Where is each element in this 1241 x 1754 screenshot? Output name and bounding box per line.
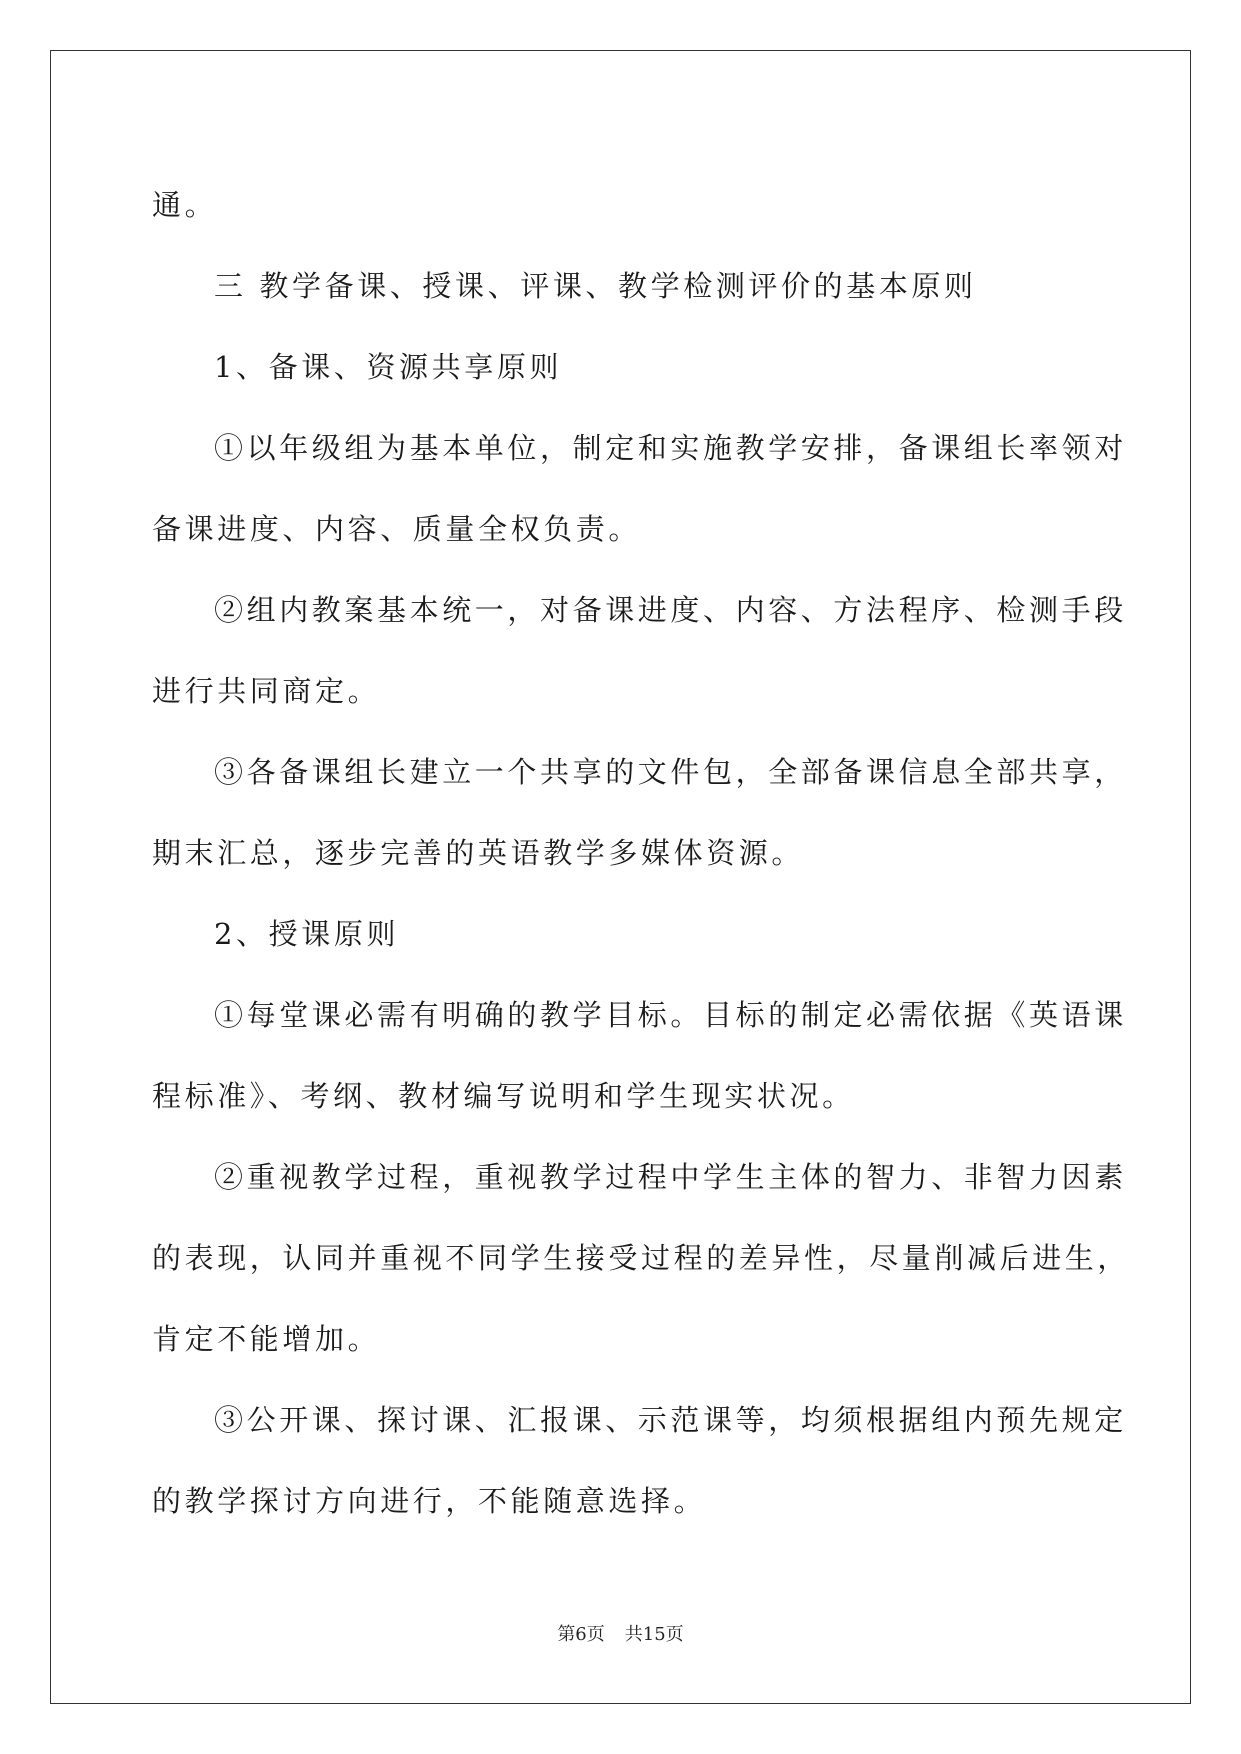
text-line: ②组内教案基本统一，对备课进度、内容、方法程序、检测手段 [214, 593, 1127, 627]
text-line: 的表现，认同并重视不同学生接受过程的差异性，尽量削减后进生， [152, 1241, 1131, 1275]
section-heading: 三 教学备课、授课、评课、教学检测评价的基本原则 [214, 269, 977, 303]
text-line: ③各备课组长建立一个共享的文件包，全部备课信息全部共享， [214, 755, 1127, 789]
subsection-heading: 2、授课原则 [214, 917, 400, 951]
text-line: ①以年级组为基本单位，制定和实施教学安排，备课组长率领对 [214, 431, 1127, 465]
text-line: ②重视教学过程，重视教学过程中学生主体的智力、非智力因素 [214, 1160, 1127, 1194]
page-footer [0, 1620, 1241, 1646]
text-line: 的教学探讨方向进行，不能随意选择。 [152, 1484, 707, 1518]
subsection-heading: 1、备课、资源共享原则 [214, 350, 563, 384]
text-line: 进行共同商定。 [152, 674, 381, 708]
document-body [152, 165, 1131, 1542]
text-line: ③公开课、探讨课、汇报课、示范课等，均须根据组内预先规定 [214, 1403, 1127, 1437]
text-line: 备课进度、内容、质量全权负责。 [152, 512, 642, 546]
total-page-count: 共15页 [624, 1624, 684, 1645]
text-line: 肯定不能增加。 [152, 1322, 381, 1356]
text-line: 期末汇总，逐步完善的英语教学多媒体资源。 [152, 836, 805, 870]
text-line: ①每堂课必需有明确的教学目标。目标的制定必需依据《英语课 [214, 998, 1127, 1032]
current-page-number: 第6页 [557, 1624, 605, 1645]
text-line: 通。 [152, 188, 218, 222]
text-line: 程标准》、考纲、教材编写说明和学生现实状况。 [152, 1079, 855, 1113]
